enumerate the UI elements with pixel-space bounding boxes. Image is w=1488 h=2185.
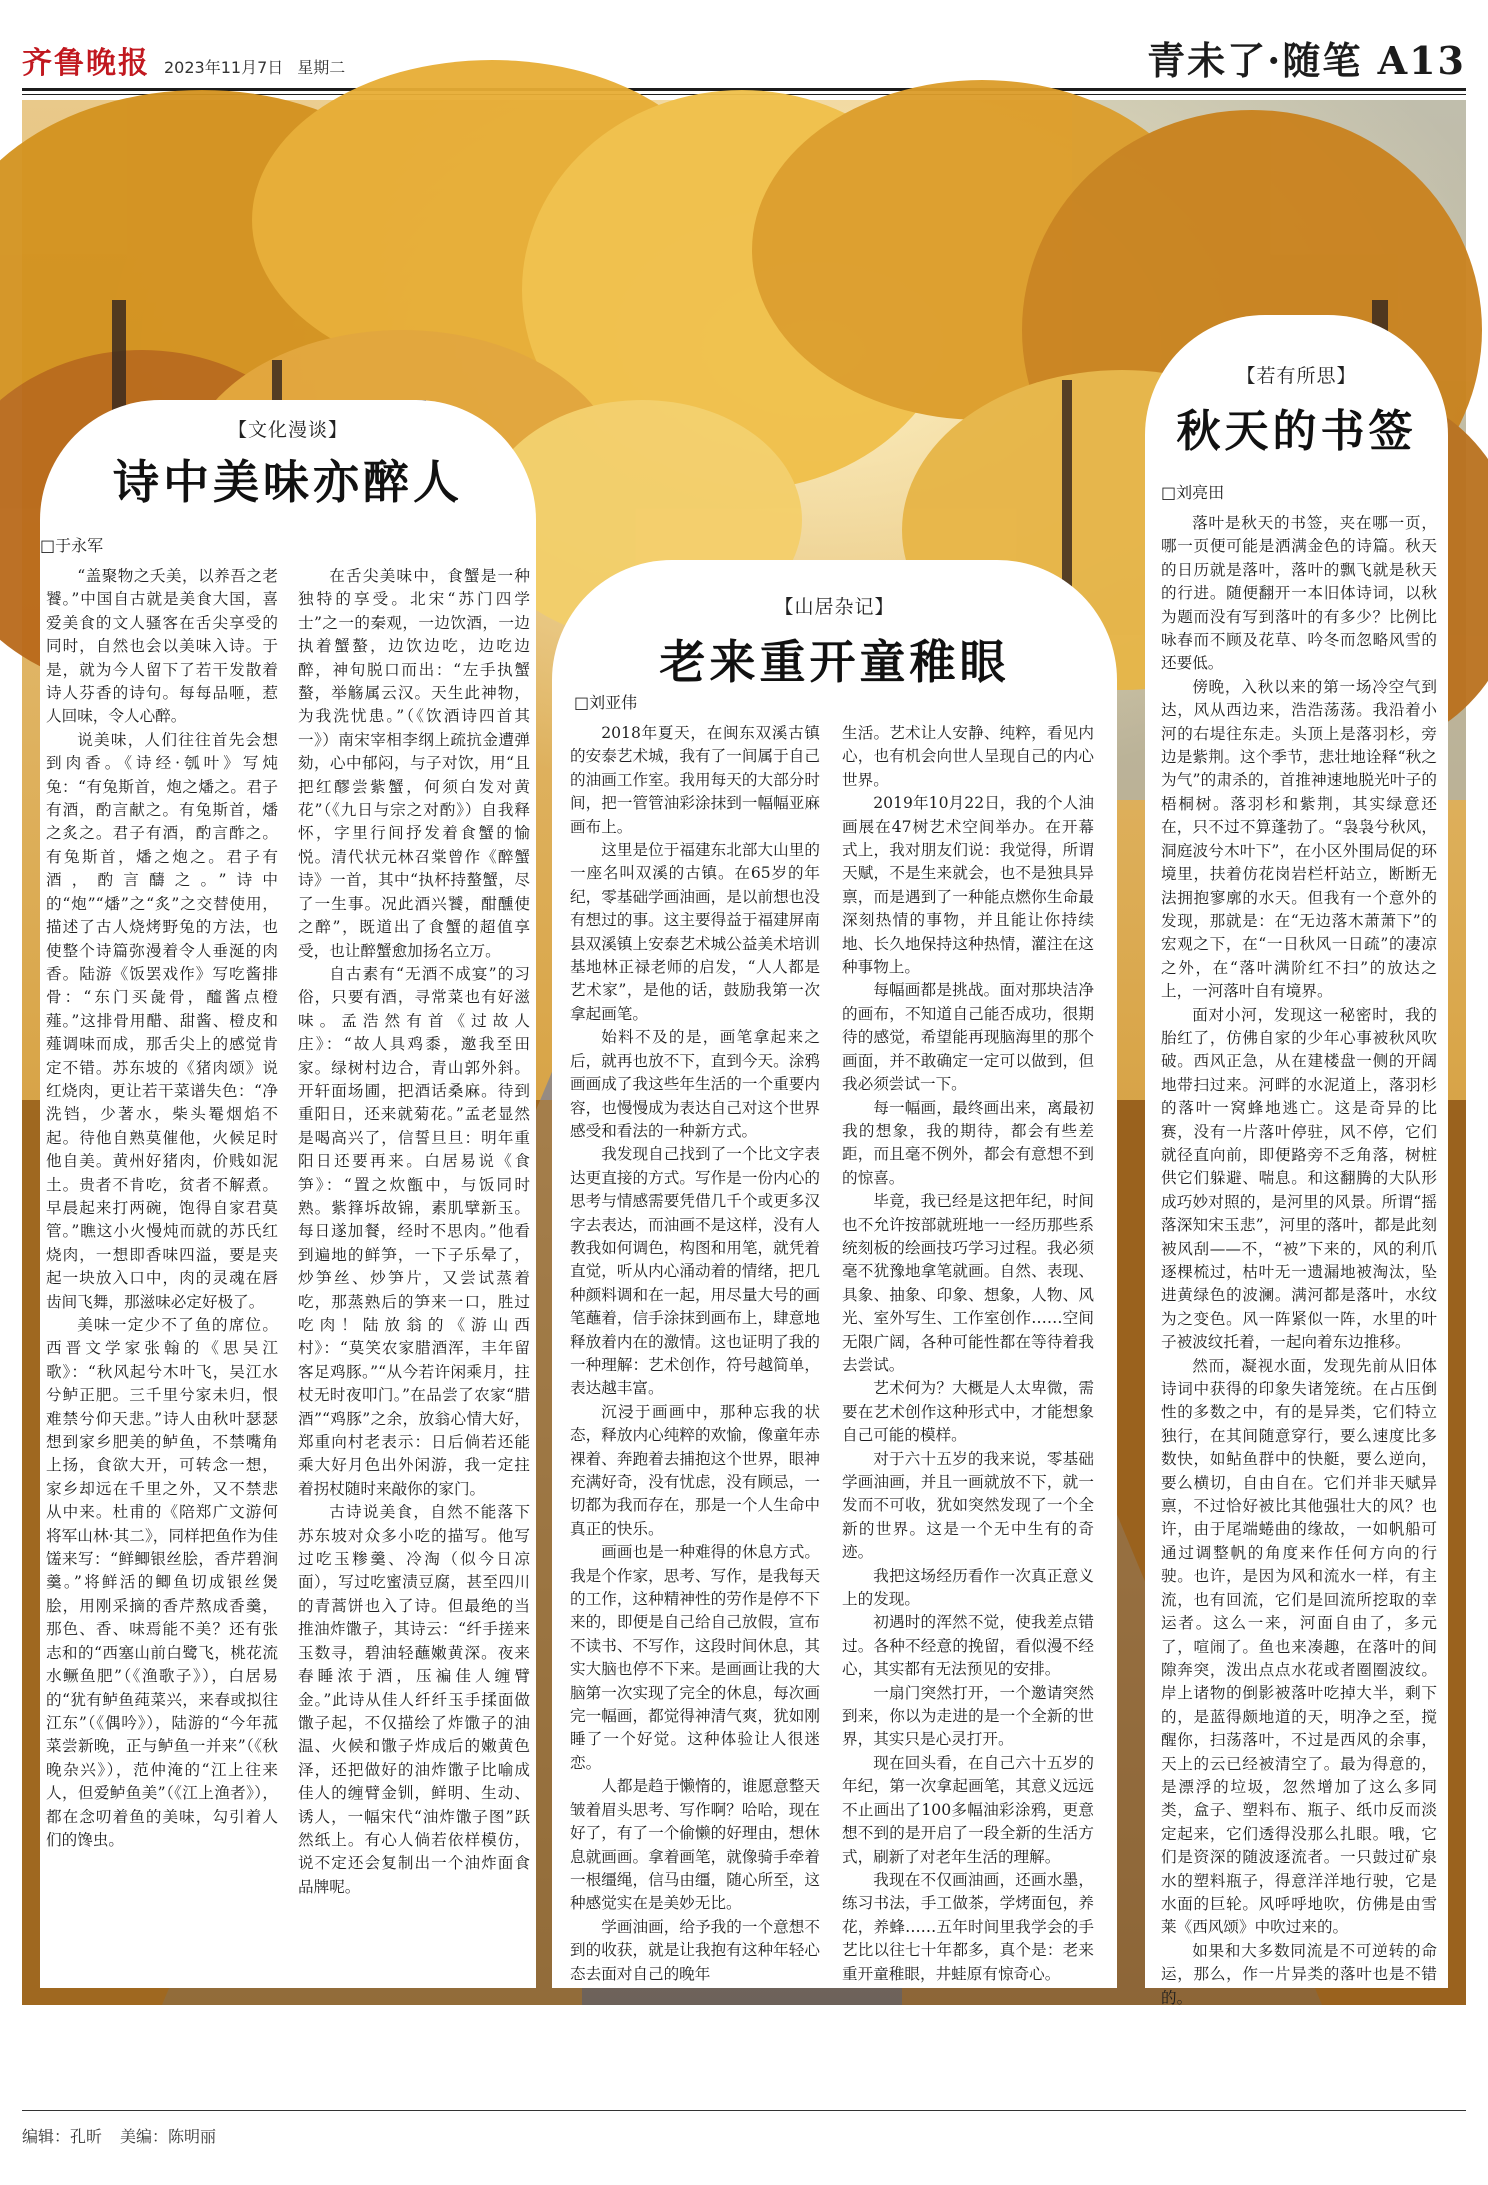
paragraph: 人都是趋于懒惰的，谁愿意整天皱着眉头思考、写作啊？哈哈，现在好了，有了一个偷懒的好理由，想休息就画画。拿着画笔，就像骑手牵着一根缰绳，信马由缰，随心所至，这种感觉实在是美妙无比。	[570, 1777, 820, 1913]
editor-credit: 编辑：孔昕	[22, 2127, 103, 2146]
paragraph: 每一幅画，最终画出来，离最初我的想象，我的期待，都会有些差距，而且毫不例外，都会有意想不到的惊喜。	[842, 1098, 1094, 1187]
paragraph: 美味一定少不了鱼的席位。西晋文学家张翰的《思吴江歌》：“秋风起兮木叶飞，吴江水兮鲈正肥。三千里兮家未归，恨难禁兮仰天悲。”诗人由秋叶瑟瑟想到家乡肥美的鲈鱼，不禁嘴角上扬，食欲大开，可转念一想，家乡却远在千里之外，又不禁悲从中来。杜甫的《陪郑广文游何将军山林·其二》，同样把鱼作为佳馐来写：“鲜鲫银丝脍，香芹碧涧羹。”将鲜活的鲫鱼切成银丝煲脍，用刚采摘的香芹熬成香羹，那色、香、味焉能不美？还有张志和的“西塞山前白鹭飞，桃花流水鳜鱼肥”（《渔歌子》），白居易的“犹有鲈鱼莼菜兴，来春或拟往江东”（《偶吟》），陆游的“今年菰菜尝新晚，正与鲈鱼一并来”（《秋晚杂兴》），范仲淹的“江上往来人，但爱鲈鱼美”（《江上渔者》），都在念叨着鱼的美味，勾引着人们的馋虫。	[46, 1316, 278, 1849]
paragraph: 每幅画都是挑战。面对那块洁净的画布，不知道自己能否成功，很期待的感觉，希望能再现脑海里的那个画面，并不敢确定一定可以做到，但我必须尝试一下。	[842, 981, 1094, 1094]
paragraph: 我把这场经历看作一次真正意义上的发现。	[842, 1566, 1094, 1609]
paragraph: 古诗说美食，自然不能落下苏东坡对众多小吃的描写。他写过吃玉糁羹、冷淘（似今日凉面），写过吃蜜渍豆腐，甚至四川的青蒿饼也入了诗。但最绝的当推油炸馓子，其诗云：“纤手搓来玉数寻，碧油轻蘸嫩黄深。夜来春睡浓于酒，压褊佳人缠臂金。”此诗从佳人纤纤玉手揉面做馓子起，不仅描绘了炸馓子的油温、火候和馓子炸成后的嫩黄色泽，还把做好的油炸馓子比喻成佳人的缠臂金钏，鲜明、生动、诱人，一幅宋代“油炸馓子图”跃然纸上。有心人倘若依样模仿，说不定还会复制出一个油炸面食品牌呢。	[298, 1503, 530, 1896]
article-title: 诗中美味亦醉人	[113, 455, 463, 509]
paragraph: 自古素有“无酒不成宴”的习俗，只要有酒，寻常菜也有好滋味。孟浩然有首《过故人庄》：“故人具鸡黍，邀我至田家。绿树村边合，青山郭外斜。开轩面场圃，把酒话桑麻。待到重阳日，还来就菊花。”孟老显然是喝高兴了，信誓旦旦：明年重阳日还要再来。白居易说《食笋》：“置之炊甑中，与饭同时熟。紫箨坼故锦，素肌擘新玉。每日遂加餐，经时不思肉。”他看到遍地的鲜笋，一下子乐晕了，炒笋丝、炒笋片，又尝试蒸着吃，那蒸熟后的笋来一口，胜过吃肉！陆放翁的《游山西村》：“莫笑农家腊酒浑，丰年留客足鸡豚。”“从今若许闲乘月，拄杖无时夜叩门。”在品尝了农家“腊酒”“鸡豚”之余，放翁心情大好，郑重向村老表示：日后倘若还能乘大好月色出外闲游，我一定拄着拐杖随时来敲你的家门。	[298, 964, 530, 1498]
paragraph: 现在回头看，在自己六十五岁的年纪，第一次拿起画笔，其意义远远不止画出了100多幅油彩涂鸦，更意想不到的是开启了一段全新的生活方式，刷新了对老年生活的理解。	[842, 1753, 1094, 1866]
article-tag: 【文化漫谈】	[227, 419, 348, 441]
article-byline: □刘亚伟	[574, 693, 638, 712]
newspaper-logo: 齐鲁晚报	[22, 46, 150, 81]
article-column-2	[298, 565, 530, 1980]
paragraph: “盖聚物之夭美，以养吾之老饕。”中国自古就是美食大国，喜爱美食的文人骚客在舌尖享受的同时，自然也会以美味入诗。于是，就为今人留下了若干发散着诗人芬香的诗句。每每品咂，惹人回味，令人心醉。	[46, 567, 278, 726]
article-title: 老来重开童稚眼	[659, 635, 1010, 689]
paragraph: 面对小河，发现这一秘密时，我的胎红了，仿佛自家的少年心事被秋风吹破。西风正急，从在建楼盘一侧的开阔地带扫过来。河畔的水泥道上，落羽杉的落叶一窝蜂地逃亡。这是奇异的比赛，没有一片落叶停驻，风不停，它们就径直向前，即便路旁不乏角落，树桩供它们躲避、喘息。和这翻腾的大队形成巧妙对照的，是河里的风景。所谓“摇落深知宋玉悲”，河里的落叶，都是此刻被风刮——不，“被”下来的，风的利爪逐棵梳过，枯叶无一遗漏地被淘汰，坠进黄绿色的波澜。满河都是落叶，水纹为之变色。风一阵紧似一阵，水里的叶子被波纹托着，一起向着东边推移。	[1161, 1005, 1437, 1352]
paragraph: 这里是位于福建东北部大山里的一座名叫双溪的古镇。在65岁的年纪，零基础学画油画，是以前想也没有想过的事。这主要得益于福建屏南县双溪镇上安泰艺术城公益美术培训基地林正禄老师的启发，“人人都是艺术家”，是他的话，鼓励我第一次拿起画笔。	[570, 841, 820, 1023]
article-tag: 【山居杂记】	[774, 596, 895, 618]
article-tag: 【若有所思】	[1236, 365, 1357, 387]
paragraph: 画画也是一种难得的休息方式。我是个作家，思考、写作，是我每天的工作，这种精神性的劳作是停不下来的，即便是自己给自己放假，宣布不读书、不写作，这段时间休息，其实大脑也停不下来。是画画让我的大脑第一次实现了完全的休息，每次画完一幅画，都觉得神清气爽，犹如刚睡了一个好觉。这种体验让人很迷恋。	[570, 1543, 820, 1772]
footer-credits	[22, 2124, 216, 2147]
article-card-autumn	[1145, 315, 1448, 2007]
masthead	[22, 38, 345, 82]
section-title: 青未了·随笔 A13	[1147, 38, 1466, 83]
issue-weekday: 星期二	[297, 58, 346, 77]
article-byline: □于永军	[40, 536, 104, 555]
article-card-poetry	[40, 400, 536, 1988]
paragraph: 2019年10月22日，我的个人油画展在47树艺术空间举办。在开幕式上，我对朋友们说：我觉得，所谓天赋，不是生来就会，也不是独具异禀，而是遇到了一种能点燃你生命最深刻热情的事物，并且能让你持续地、长久地保持这种热情，灌注在这种事物上。	[842, 794, 1094, 977]
article-byline: □刘亮田	[1161, 483, 1225, 502]
paragraph: 说美味，人们往往首先会想到肉香。《诗经·瓠叶》写炖兔：“有兔斯首，炮之燔之。君子有酒，酌言献之。有兔斯首，燔之炙之。君子有酒，酌言酢之。有兔斯首，燔之炮之。君子有酒，酌言醻之。”诗中的“炮”“燔”之“炙”之交替使用，描述了古人烧烤野兔的方法，也使整个诗篇弥漫着令人垂涎的肉香。陆游《饭罢戏作》写吃酱排骨：“东门买彘骨，醯酱点橙薤。”这排骨用醋、甜酱、橙皮和薤调味而成，那舌尖上的感觉肯定不错。苏东坡的《猪肉颂》说红烧肉，更让若干菜谱失色：“净洗铛，少著水，柴头罨烟焰不起。待他自熟莫催他，火候足时他自美。黄州好猪肉，价贱如泥土。贵者不肯吃，贫者不解煮。早晨起来打两碗，饱得自家君莫管。”瞧这小火慢炖而就的苏氏红烧肉，一想即香味四溢，要是夹起一块放入口中，肉的灵魂在唇齿间飞舞，那滋味必定好极了。	[46, 730, 278, 1311]
paragraph: 在舌尖美味中，食蟹是一种独特的享受。北宋“苏门四学士”之一的秦观，一边饮酒，一边执着蟹螯，边饮边吃，边吃边醉，神旬脱口而出：“左手执蟹螯，举觞属云汉。天生此神物，为我洗忧患。”（《饮酒诗四首其一》）南宋宰相李纲上疏抗金遭弹劾，心中郁闷，与子对饮，用“且把红醪尝紫蟹，何须白发对黄花”（《九日与宗之对酌》）自我释怀，字里行间抒发着食蟹的愉悦。清代状元林召棠曾作《醉蟹诗》一首，其中“执杯持螯蟹，尽了一生事。况此酒兴饕，酣醺使之醉”，既道出了食蟹的超值享受，也让醉蟹愈加扬名立万。	[298, 567, 530, 960]
article-body	[552, 722, 1117, 1983]
paragraph: 然而，凝视水面，发现先前从旧体诗词中获得的印象失诸笼统。在占压倒性的多数之中，有的是异类，它们特立独行，在其间随意穿行，要么速度比多数快，如鲇鱼群中的快艇，要么逆向，要么横切，自由自在。它们并非天赋异禀，不过恰好被比其他强壮大的风？也许，由于尾端蜷曲的缘故，一如帆船可通过调整帆的角度来作任何方向的行驶。也许，是因为风和流水一样，有主流，也有回流，它们是回流所挖取的幸运者。这么一来，河面自由了，多元了，喧闹了。鱼也来凑趣，在落叶的间隙奔突，泼出点点水花或者圈圈波纹。岸上诸物的倒影被落叶吃掉大半，剩下的，是蓝得颇地道的天，明净之至，搅醒你，扫荡落叶，不过是西风的余事，天上的云已经被清空了。最为得意的，是漂浮的垃圾，忽然增加了这么多同类，盒子、塑料布、瓶子、纸巾反而淡定起来，它们透得没那么扎眼。哦，它们是资深的随波逐流者。一只鼓过矿泉水的塑料瓶子，得意洋洋地行驶，它是水面的巨轮。风呼呼地吹，仿佛是由雪莱《西风颂》中吹过来的。	[1161, 1356, 1437, 1937]
paragraph: 学画油画，给予我的一个意想不到的收获，就是让我抱有这种年轻心态去面对自己的晚年	[570, 1917, 820, 1983]
article-column-2	[842, 722, 1094, 1983]
article-column-1	[1161, 512, 1437, 2007]
paragraph: 傍晚，入秋以来的第一场冷空气到达，风从西边来，浩浩荡荡。我沿着小河的右堤往东走。头顶上是落羽杉，旁边是紫荆。这个季节，悲壮地诠释“秋之为气”的肃杀的，首推神速地脱光叶子的梧桐树。落羽杉和紫荆，其实绿意还在，只不过不算蓬勃了。“袅袅兮秋风，洞庭波兮木叶下”，在小区外围局促的环境里，扶着仿花岗岩栏杆站立，断断无法拥抱寥廓的水天。但我有一个意外的发现，那就是：在“无边落木萧萧下”的宏观之下，在“一日秋风一日疏”的凄凉之外，在“落叶满阶红不扫”的放达之上，一河落叶自有境界。	[1161, 677, 1437, 1001]
paragraph: 沉浸于画画中，那种忘我的状态，释放内心纯粹的欢愉，像童年赤裸着、奔跑着去捕抱这个世界，眼神充满好奇，没有忧虑，没有顾忌，一切都为我而存在，那是一个人生命中真正的快乐。	[570, 1402, 820, 1538]
paragraph: 艺术何为？大概是人太卑微，需要在艺术创作这种形式中，才能想象自己可能的模样。	[842, 1379, 1094, 1445]
article-body	[1145, 512, 1448, 2007]
paragraph: 2018年夏天，在闽东双溪古镇的安泰艺术城，我有了一间属于自己的油画工作室。我用每天的大部分时间，把一管管油彩涂抹到一幅幅亚麻画布上。	[570, 724, 820, 836]
paragraph: 初遇时的浑然不觉，使我差点错过。各种不经意的挽留，看似漫不经心，其实都有无法预见的安排。	[842, 1613, 1094, 1679]
footer-rule	[22, 2110, 1466, 2111]
paragraph: 落叶是秋天的书签，夹在哪一页，哪一页便可能是洒满金色的诗篇。秋天的日历就是落叶，落叶的飘飞就是秋天的行进。随便翻开一本旧体诗词，以秋为题而没有写到落叶的有多少？比例比咏春而不顾及花草、吟冬而忽略风雪的还要低。	[1161, 514, 1437, 673]
paragraph: 生活。艺术让人安静、纯粹，看见内心，也有机会向世人呈现自己的内心世界。	[842, 724, 1094, 789]
paragraph: 如果和大多数同流是不可逆转的命运，那么，作一片异类的落叶也是不错的。	[1161, 1941, 1437, 2007]
paragraph: 毕竟，我已经是这把年纪，时间也不允许按部就班地一一经历那些系统刻板的绘画技巧学习过程。我必须毫不犹豫地拿笔就画。自然、表现、具象、抽象、印象、想象，人物、风光、室外写生、工作室创作……空间无限广阔，各种可能性都在等待着我去尝试。	[842, 1192, 1094, 1374]
designer-credit: 美编：陈明丽	[120, 2127, 217, 2146]
paragraph: 始料不及的是，画笔拿起来之后，就再也放不下，直到今天。涂鸦画画成了我这些年生活的一个重要内容，也慢慢成为表达自己对这个世界感受和看法的一种新方式。	[570, 1028, 820, 1140]
paragraph: 我发现自己找到了一个比文字表达更直接的方式。写作是一份内心的思考与情感需要凭借几千个或更多汉字去表达，而油画不是这样，没有人教我如何调色，构图和用笔，就凭着直觉，听从内心涌动着的情绪，把几种颜料调和在一起，用尽量大号的画笔蘸着，信手涂抹到画布上，肆意地释放着内在的激情。这也证明了我的一种理解：艺术创作，符号越简单，表达越丰富。	[570, 1145, 820, 1398]
article-body	[40, 565, 536, 1980]
paragraph: 对于六十五岁的我来说，零基础学画油画，并且一画就放不下，就一发而不可收，犹如突然发现了一个全新的世界。这是一个无中生有的奇迹。	[842, 1449, 1094, 1562]
paragraph: 我现在不仅画油画，还画水墨，练习书法，手工做茶，学烤面包，养花，养蜂……五年时间里我学会的手艺比以往七十年都多，真个是：老来重开童稚眼，井蛙原有惊奇心。	[842, 1870, 1094, 1983]
article-card-painting	[552, 560, 1117, 1988]
paragraph: 一扇门突然打开，一个邀请突然到来，你以为走进的是一个全新的世界，其实只是心灵打开。	[842, 1683, 1094, 1749]
article-column-1	[570, 722, 820, 1983]
article-column-1	[46, 565, 278, 1980]
issue-date: 2023年11月7日	[164, 58, 284, 77]
article-title: 秋天的书签	[1176, 406, 1417, 457]
